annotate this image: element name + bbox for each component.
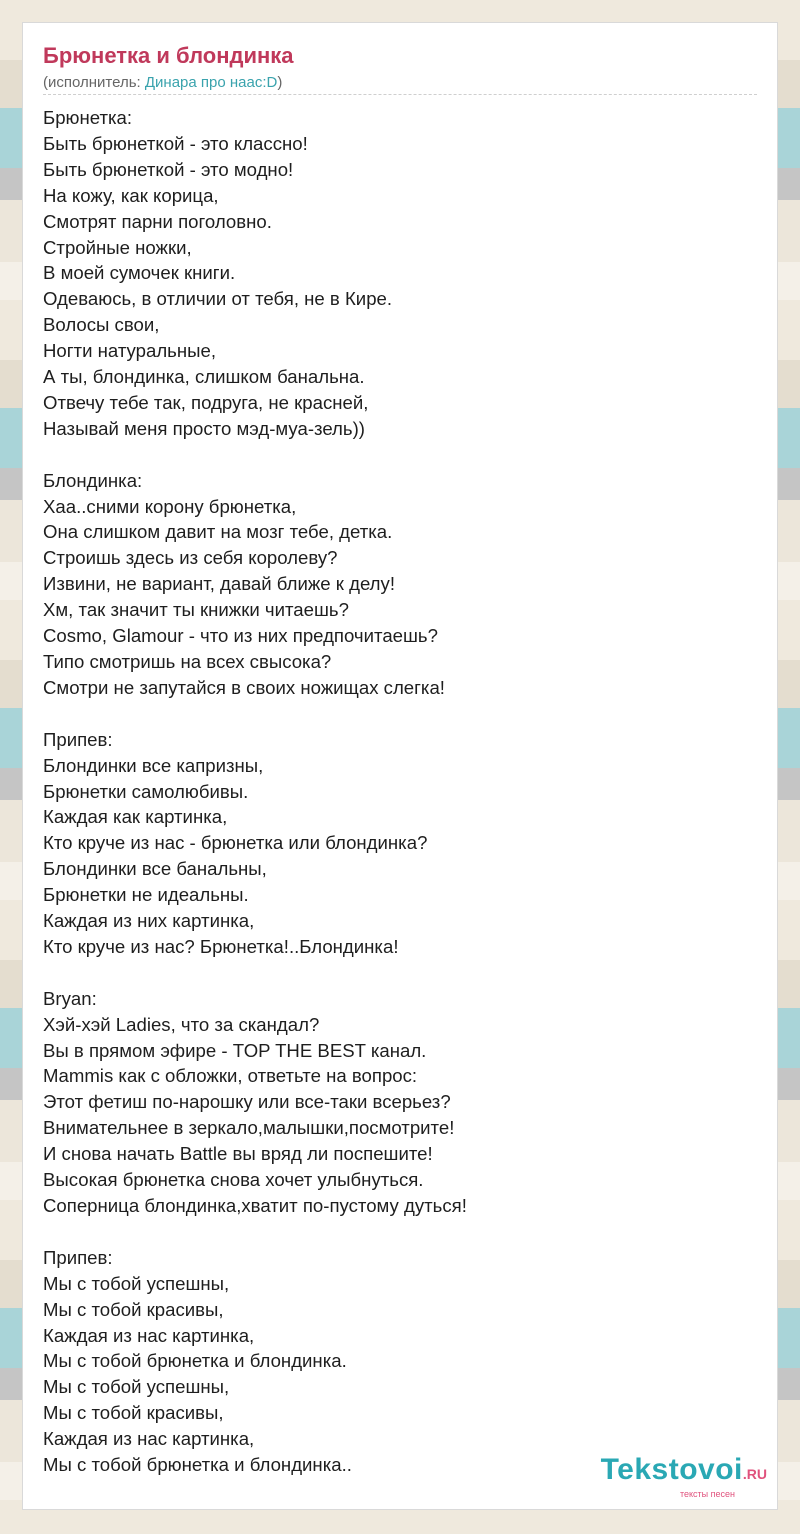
artist-link[interactable]: Динара про наас:D — [144, 74, 278, 91]
lyric-line: Каждая из нас картинка, — [43, 1428, 255, 1450]
lyric-line: Cosmo, Glamour - что из них предпочитаешь? — [43, 625, 438, 647]
lyric-line: Брюнетки не идеальны. — [43, 884, 249, 906]
lyric-line: Соперница блондинка,хватит по-пустому дуться! — [43, 1195, 467, 1217]
lyric-line: Вы в прямом эфире - TOP THE BEST канал. — [43, 1039, 427, 1061]
lyric-line: Bryan: — [43, 987, 97, 1009]
lyrics-stanza — [43, 1245, 759, 1478]
lyric-line: Типо смотришь на всех свысока? — [43, 651, 332, 673]
lyric-line: В моей сумочек книги. — [43, 262, 236, 284]
lyric-line: Она слишком давит на мозг тебе, детка. — [43, 521, 393, 543]
lyric-line: Хэй-хэй Ladies, что за скандал? — [43, 1013, 320, 1035]
lyric-line: Называй меня просто мэд-муа-зель)) — [43, 417, 365, 439]
lyric-line: Ногти натуральные, — [43, 340, 216, 362]
lyric-line: На кожу, как корица, — [43, 184, 219, 206]
lyrics-stanza — [43, 105, 759, 442]
lyric-line: Этот фетиш по-нарошку или все-таки всерьез? — [43, 1091, 451, 1113]
lyric-line: Каждая из нас картинка, — [43, 1324, 255, 1346]
lyric-line: Мы с тобой успешны, — [43, 1272, 230, 1294]
lyric-line: Блондинка: — [43, 469, 143, 491]
lyric-line: Каждая как картинка, — [43, 806, 228, 828]
lyric-line: Кто круче из нас? Брюнетка!..Блондинка! — [43, 935, 399, 957]
lyric-line: Отвечу тебе так, подруга, не красней, — [43, 391, 369, 413]
site-logo[interactable] — [601, 1455, 767, 1499]
lyric-line: Мы с тобой брюнетка и блондинка. — [43, 1350, 347, 1372]
lyric-line: Брюнетки самолюбивы. — [43, 780, 249, 802]
lyric-line: И снова начать Battle вы вряд ли поспешите! — [43, 1143, 433, 1165]
logo-tld: .RU — [742, 1466, 767, 1482]
artist-suffix: ) — [277, 74, 283, 91]
lyric-line: Смотрят парни поголовно. — [43, 210, 272, 232]
lyrics-stanza — [43, 986, 759, 1219]
lyric-line: Мы с тобой брюнетка и блондинка.. — [43, 1454, 352, 1476]
lyric-line: Быть брюнеткой - это классно! — [43, 132, 308, 154]
lyric-line: Стройные ножки, — [43, 236, 192, 258]
lyric-line: Быть брюнеткой - это модно! — [43, 158, 294, 180]
artist-prefix: (исполнитель: — [43, 74, 145, 91]
lyric-line: Извини, не вариант, давай ближе к делу! — [43, 573, 395, 595]
lyric-line: А ты, блондинка, слишком банальна. — [43, 366, 365, 388]
logo-tagline: тексты песен — [679, 1489, 735, 1499]
lyric-line: Мы с тобой красивы, — [43, 1402, 224, 1424]
lyric-line: Высокая брюнетка снова хочет улыбнуться. — [43, 1169, 424, 1191]
lyric-line: Строишь здесь из себя королеву? — [43, 547, 338, 569]
lyric-line: Припев: — [43, 728, 113, 750]
lyric-line: Блондинки все банальны, — [43, 858, 267, 880]
artist-line — [43, 74, 282, 91]
lyric-line: Каждая из них картинка, — [43, 910, 255, 932]
lyric-line: Волосы свои, — [43, 314, 160, 336]
lyric-line: Хаа..сними корону брюнетка, — [43, 495, 297, 517]
lyric-line: Внимательнее в зеркало,малышки,посмотрите! — [43, 1117, 455, 1139]
lyric-line: Припев: — [43, 1246, 113, 1268]
lyrics-body — [43, 105, 759, 1478]
lyric-line: Одеваюсь, в отличии от тебя, не в Кире. — [43, 288, 393, 310]
lyric-line: Мы с тобой красивы, — [43, 1298, 224, 1320]
lyric-line: Мы с тобой успешны, — [43, 1376, 230, 1398]
lyrics-card — [22, 22, 778, 1510]
header-divider — [43, 94, 757, 95]
lyric-line: Брюнетка: — [43, 107, 133, 128]
song-title: Брюнетка и блондинка — [43, 43, 294, 68]
logo-name: Tekstovoi — [600, 1453, 743, 1486]
lyrics-stanza — [43, 727, 759, 960]
lyrics-stanza — [43, 468, 759, 701]
lyric-line: Блондинки все капризны, — [43, 754, 264, 776]
lyric-line: Хм, так значит ты книжки читаешь? — [43, 599, 349, 621]
lyric-line: Смотри не запутайся в своих ножищах слегка! — [43, 676, 445, 698]
lyric-line: Кто круче из нас - брюнетка или блондинка? — [43, 832, 428, 854]
lyric-line: Mammis как с обложки, ответьте на вопрос: — [43, 1065, 418, 1087]
